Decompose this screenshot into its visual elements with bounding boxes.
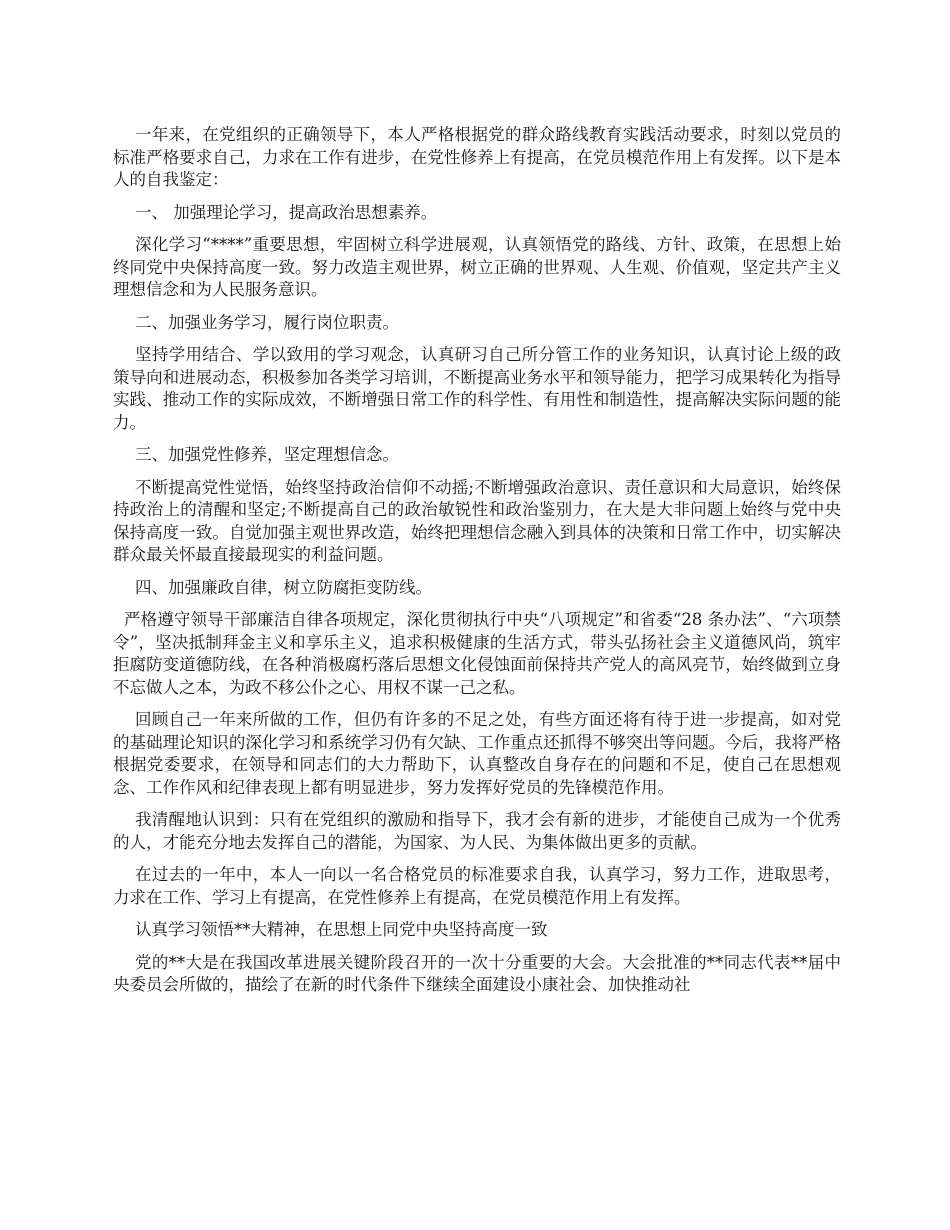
section-heading-2: 二、加强业务学习，履行岗位职责。 <box>135 312 399 332</box>
paragraph-theory-study: 深化学习“****”重要思想，牢固树立科学进展观，认真领悟党的路线、方针、政策，在思想上始终同党中央保持高度一致。努力改造主观世界，树立正确的世界观、人生观、价值观，坚定共产主义理想信念和为人民服务意识。 <box>113 235 841 299</box>
paragraph-past-year: 在过去的一年中，本人一向以一名合格党员的标准要求自我，认真学习，努力工作，进取思考，力求在工作、学习上有提高，在党性修养上有提高，在党员模范作用上有发挥。 <box>113 865 841 907</box>
paragraph-self-discipline: 严格遵守领导干部廉洁自律各项规定，深化贯彻执行中央“八项规定”和省委“28 条办法”、“六项禁令”，坚决抵制拜金主义和享乐主义，追求积极健康的生活方式，带头弘扬社会主义道德风尚，筑牢拒腐防变道德防线，在各种消极腐朽落后思想文化侵蚀面前保持共产党人的高风亮节，始终做到立身不忘做人之本，为政不移公仆之心、用权不谋一己之私。 <box>113 610 841 697</box>
paragraph-business-study: 坚持学用结合、学以致用的学习观念，认真研习自己所分管工作的业务知识，认真讨论上级的政策导向和进展动态，积极参加各类学习培训，不断提高业务水平和领导能力，把学习成果转化为指导实践、推动工作的实际成效，不断增强日常工作的科学性、有用性和制造性，提高解决实际问题的能力。 <box>113 345 841 432</box>
paragraph-intro: 一年来，在党组织的正确领导下，本人严格根据党的群众路线教育实践活动要求，时刻以党员的标准严格要求自己，力求在工作有进步，在党性修养上有提高，在党员模范作用上有发挥。以下是本人的自我鉴定： <box>113 125 841 189</box>
paragraph-realization: 我清醒地认识到：只有在党组织的激励和指导下，我才会有新的进步，才能使自己成为一个优秀的人，才能充分地去发挥自己的潜能，为国家、为人民、为集体做出更多的贡献。 <box>113 810 841 852</box>
section-heading-1: 一、 加强理论学习，提高政治思想素养。 <box>135 202 438 222</box>
paragraph-review: 回顾自己一年来所做的工作，但仍有许多的不足之处，有些方面还将有待于进一步提高，如对党的基础理论知识的深化学习和系统学习仍有欠缺、工作重点还抓得不够突出等问题。今后，我将严格根据党委要求，在领导和同志们的大力帮助下，认真整改自身存在的问题和不足，使自己在思想观念、工作作风和纪律表现上都有明显进步，努力发挥好党员的先锋模范作用。 <box>113 710 841 797</box>
section-heading-5: 认真学习领悟**大精神，在思想上同党中央坚持高度一致 <box>135 920 548 939</box>
section-heading-4: 四、加强廉政自律，树立防腐拒变防线。 <box>135 577 432 597</box>
section-heading-3: 三、加强党性修养，坚定理想信念。 <box>135 445 399 464</box>
paragraph-congress: 党的**大是在我国改革进展关键阶段召开的一次十分重要的大会。大会批准的**同志代表**届中央委员会所做的，描绘了在新的时代条件下继续全面建设小康社会、加快推动社 <box>113 952 842 994</box>
paragraph-party-spirit: 不断提高党性觉悟，始终坚持政治信仰不动摇;不断增强政治意识、责任意识和大局意识，始终保持政治上的清醒和坚定;不断提高自己的政治敏锐性和政治鉴别力，在大是大非问题上始终与党中央保持高度一致。自觉加强主观世界改造，始终把理想信念融入到具体的决策和日常工作中，切实解决群众最关怀最直接最现实的利益问题。 <box>113 477 841 564</box>
document-body <box>113 124 841 1007</box>
